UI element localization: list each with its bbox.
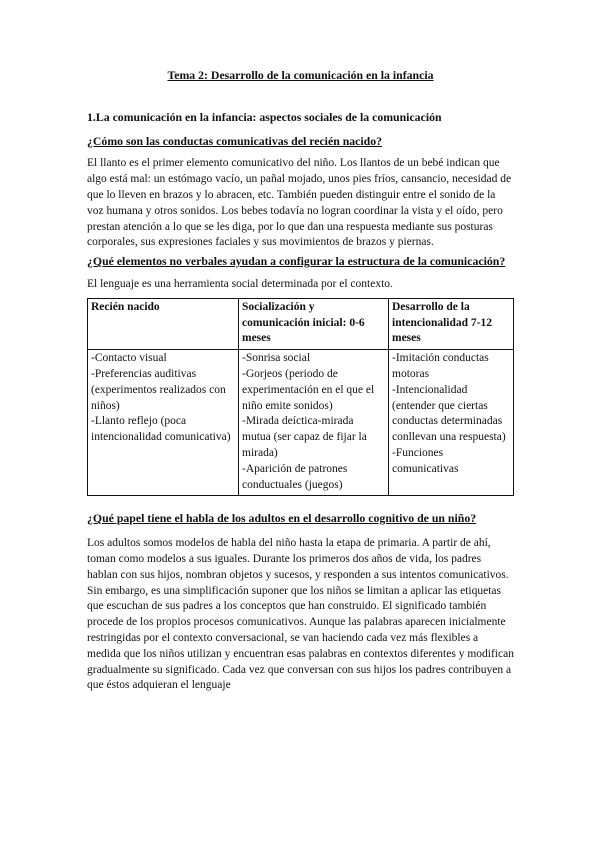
- development-stages-table: [87, 298, 514, 497]
- list-item: -Funciones comunicativas: [392, 446, 459, 475]
- list-item: -Llanto reflejo (poca intencionalidad comunicativa): [91, 415, 231, 444]
- list-item: -Imitación conductas motoras: [392, 352, 489, 380]
- table-cell-newborn: [88, 350, 239, 496]
- list-item: -Intencionalidad (entender que ciertas conductas determinadas conllevan una respuesta): [392, 383, 506, 444]
- table-cell-intentionality: [389, 350, 514, 496]
- intro-nonverbal-elements: El lenguaje es una herramienta social determinada por el contexto.: [87, 277, 393, 290]
- table-header-row: [88, 298, 514, 349]
- list-item: -Contacto visual: [91, 352, 167, 365]
- document-title: Tema 2: Desarrollo de la comunicación en la infancia: [167, 68, 434, 82]
- list-item: -Sonrisa social: [242, 352, 311, 365]
- question-newborn-communication: ¿Cómo son las conductas comunicativas del recién nacido?: [87, 133, 383, 148]
- table-header-intentionality: Desarrollo de la intencionalidad 7-12 meses: [389, 298, 514, 349]
- section-heading: 1.La comunicación en la infancia: aspectos sociales de la comunicación: [87, 109, 442, 124]
- list-item: -Gorjeos (periodo de experimentación en el que el niño emite sonidos): [242, 367, 375, 412]
- table-cell-socialization: [239, 350, 389, 496]
- list-item: -Preferencias auditivas (experimentos realizados con niños): [91, 367, 226, 412]
- list-item: -Mirada deíctica-mirada mutua (ser capaz de fijar la mirada): [242, 415, 367, 459]
- table-header-newborn: Recién nacido: [88, 298, 239, 349]
- list-item: -Aparición de patrones conductuales (juegos): [242, 462, 348, 491]
- answer-adult-speech: Los adultos somos modelos de habla del niño hasta la etapa de primaria. A partir de ahí, toman como modelos a sus iguales. Durante los primeros dos años de vida, los padres hablan con sus hijos, nombran objetos y sucesos, y responden a sus intentos comunicativos. Sin embargo, es una simplificación suponer que los niños se limitan a aplicar las etiquetas que escuchan de sus padres a los conceptos que han construido. El significado también procede de los propios procesos comunicativos. Aunque las palabras aparecen inicialmente restringidas por el contexto conversacional, se van haciendo cada vez más flexibles a medida que los niños utilizan y encuentran esas palabras en contextos diferentes y modifican gradualmente su significado. Cada vez que conversan con sus hijos los padres contribuyen a que éstos adquieran el lenguaje: [87, 537, 514, 692]
- table-header-socialization: Socialización y comunicación inicial: 0-6 meses: [239, 298, 389, 349]
- question-nonverbal-elements: ¿Qué elementos no verbales ayudan a configurar la estructura de la comunicación?: [87, 254, 506, 269]
- answer-newborn-communication: El llanto es el primer elemento comunicativo del niño. Los llantos de un bebé indican que algo está mal: un estómago vacío, un pañal mojado, unos pies fríos, cansancio, necesidad de que lo lleven en brazos y lo abracen, etc. También pueden distinguir entre el sonido de la voz humana y otros sonidos. Los bebes todavía no logran coordinar la vista y el oído, pero prestan atención a lo que se les diga, por lo que dan una respuesta mediante sus posturas corporales, sus expresiones faciales y sus movimientos de brazos y piernas.: [87, 157, 512, 249]
- table-row: [88, 350, 514, 496]
- question-adult-speech: ¿Qué papel tiene el habla de los adultos en el desarrollo cognitivo de un niño?: [87, 511, 477, 526]
